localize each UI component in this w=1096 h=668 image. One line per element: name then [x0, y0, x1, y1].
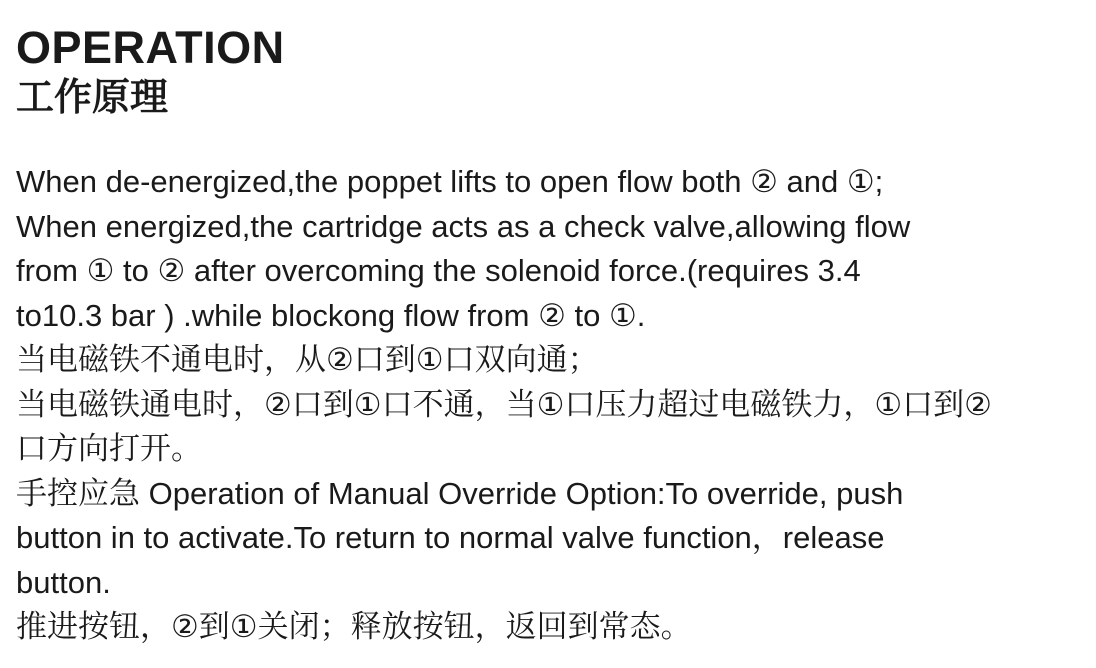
- page-subtitle-chinese: 工作原理: [16, 75, 169, 119]
- text-line: button in to activate.To return to normal valve function，release: [16, 520, 885, 555]
- text-line: from ① to ② after overcoming the solenoid force.(requires 3.4: [16, 253, 861, 288]
- text-line: When energized,the cartridge acts as a check valve,allowing flow: [16, 208, 911, 244]
- text-line: 口方向打开。: [16, 431, 202, 466]
- text-line: to10.3 bar ) .while blockong flow from ② to ①.: [16, 297, 646, 333]
- text-line: 推进按钮，②到①关闭；释放按钮，返回到常态。: [16, 609, 692, 644]
- text-line: 当电磁铁通电时，②口到①口不通，当①口压力超过电磁铁力，①口到②: [16, 386, 992, 422]
- paragraph-energized-cn: [16, 383, 1080, 472]
- page-title: OPERATION: [16, 22, 285, 73]
- text-line: 当电磁铁不通电时，从②口到①口双向通；: [16, 342, 599, 377]
- document-page: [16, 22, 1080, 650]
- paragraph-manual-override: [16, 472, 1080, 606]
- paragraph-deenergized-cn: [16, 338, 1080, 383]
- text-line: 手控应急 Operation of Manual Override Option:To override, push: [16, 475, 904, 511]
- text-line: button.: [16, 564, 111, 600]
- paragraph-manual-override-cn: [16, 605, 1080, 650]
- text-line: When de-energized,the poppet lifts to open flow both ② and ①;: [16, 164, 884, 199]
- paragraph-operation-en: [16, 160, 1080, 338]
- operation-description: [16, 160, 1080, 650]
